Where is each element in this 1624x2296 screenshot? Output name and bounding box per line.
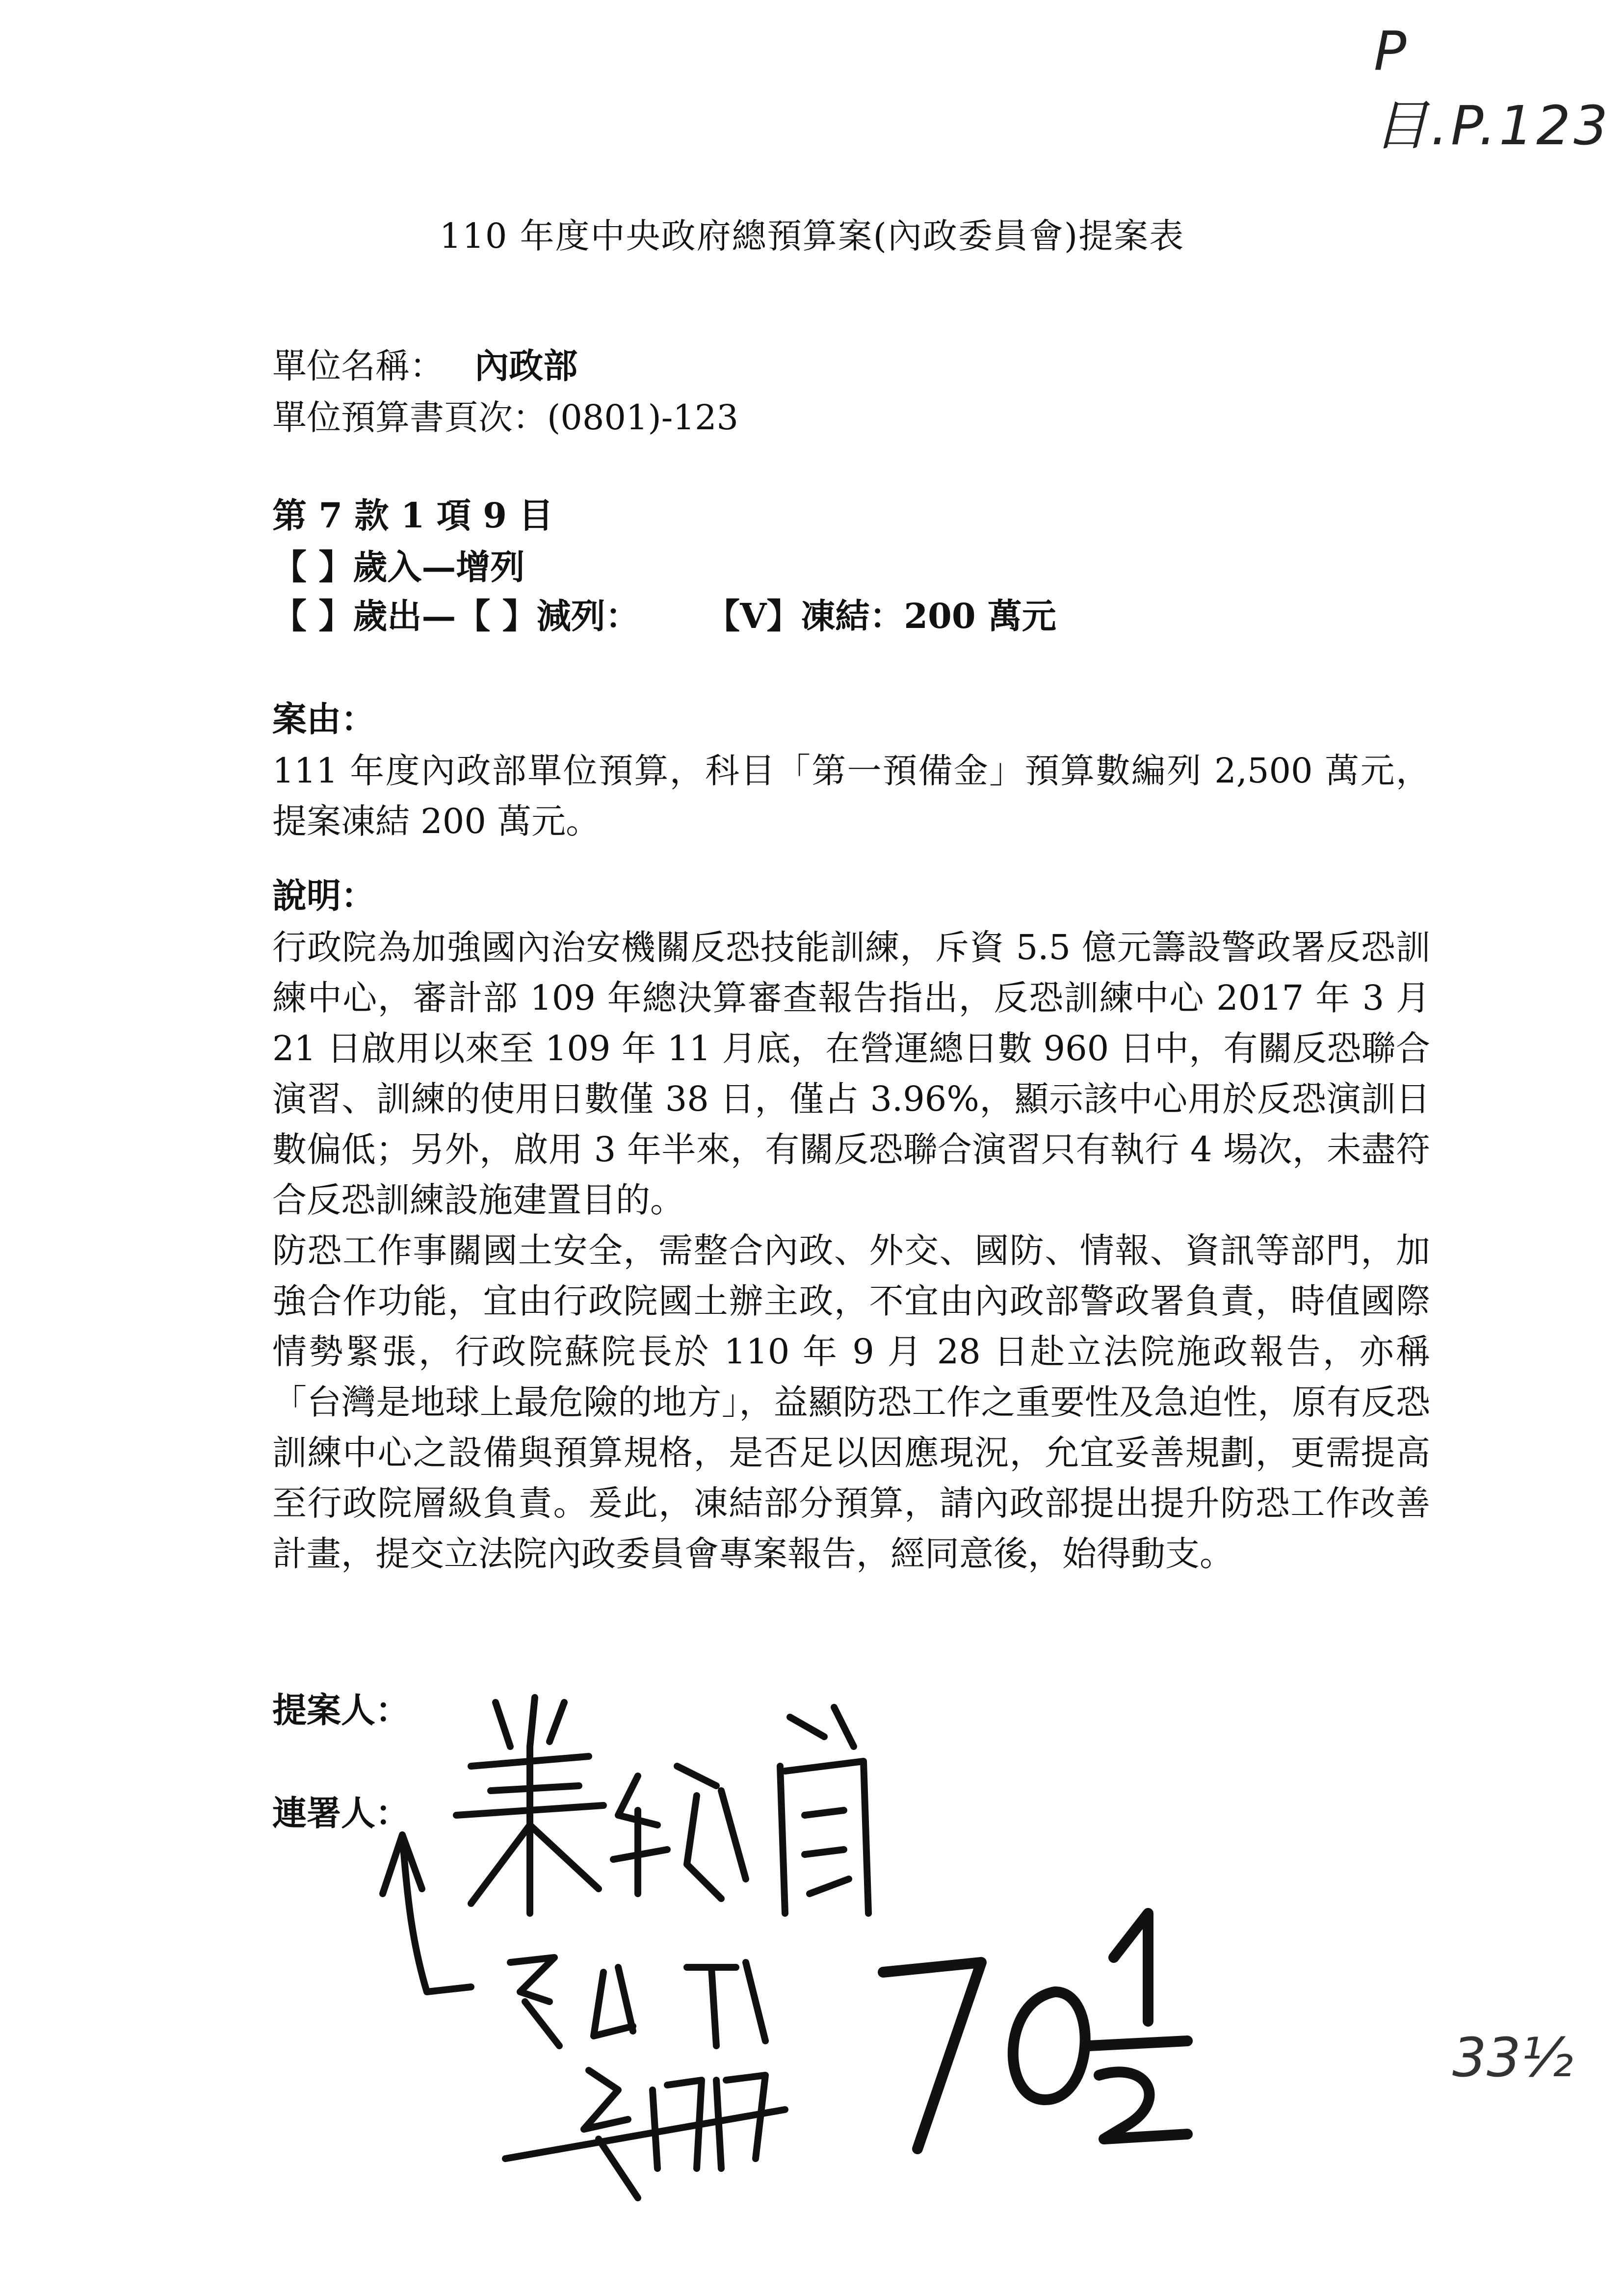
- signature-third: [505, 2070, 785, 2198]
- case-text: 111 年度內政部單位預算，科目「第一預備金」預算數編列 2,500 萬元，提案凍結 200 萬元。: [272, 751, 1430, 841]
- explanation-paragraph-2: 防恐工作事關國土安全，需整合內政、外交、國防、情報、資訊等部門，加強合作功能，宜由行政院國土辦主政，不宜由內政部警政署負責，時值國際情勢緊張，行政院蘇院長於 110 年 9 月 28 日赴立法院施政報告，亦稱「台灣是地球上最危險的地方」，益顯防恐工作之重要性及急迫性，原有反恐訓練中心之設備與預算規格，是否足以因應現況，允宜妥善規劃，更需提高至行政院層級負責。爰此，凍結部分預算，請內政部提出提升防恐工作改善計畫，提交立法院內政委員會專案報告，經同意後，始得動支。: [272, 1230, 1430, 1574]
- signature-main: [456, 1697, 868, 1913]
- document-title: 110 年度中央政府總預算案(內政委員會)提案表: [439, 216, 1185, 256]
- arrow-mark: [383, 1835, 471, 1992]
- budget-item: 第 7 款 1 項 9 目: [272, 495, 553, 536]
- cosigner-label: 連署人：: [272, 1793, 410, 1833]
- unit-name-label: 單位名稱：: [272, 346, 444, 386]
- side-count-note: 33½: [1452, 2026, 1573, 2089]
- freeze-line: 【V】凍結：200 萬元: [706, 596, 1056, 636]
- unit-page-label: 單位預算書頁次：: [272, 397, 547, 438]
- explanation-label: 說明：: [272, 875, 375, 916]
- page-reference-note: P目.P.123: [1374, 20, 1611, 157]
- expense-line: 【 】歲出—【 】減列：: [272, 596, 640, 636]
- unit-page-value: (0801)-123: [547, 397, 739, 438]
- large-count-mark: [883, 1913, 1187, 2149]
- case-label: 案由：: [272, 699, 375, 739]
- signature-second: [510, 1957, 765, 2046]
- proposer-label: 提案人：: [272, 1690, 410, 1730]
- unit-name-value: 內政部: [474, 345, 578, 386]
- explanation-paragraph-1: 行政院為加強國內治安機關反恐技能訓練，斥資 5.5 億元籌設警政署反恐訓練中心，審計部 109 年總決算審查報告指出，反恐訓練中心 2017 年 3 月 21 日啟用以來至 109 年 11 月底，在營運總日數 960 日中，有關反恐聯合演習、訓練的使用日數僅 38 日，僅占 3.96%，顯示該中心用於反恐演訓日數偏低；另外，啟用 3 年半來，有關反恐聯合演習只有執行 4 場次，未盡符合反恐訓練設施建置目的。: [272, 927, 1430, 1220]
- revenue-line: 【 】歲入—增列: [272, 547, 525, 587]
